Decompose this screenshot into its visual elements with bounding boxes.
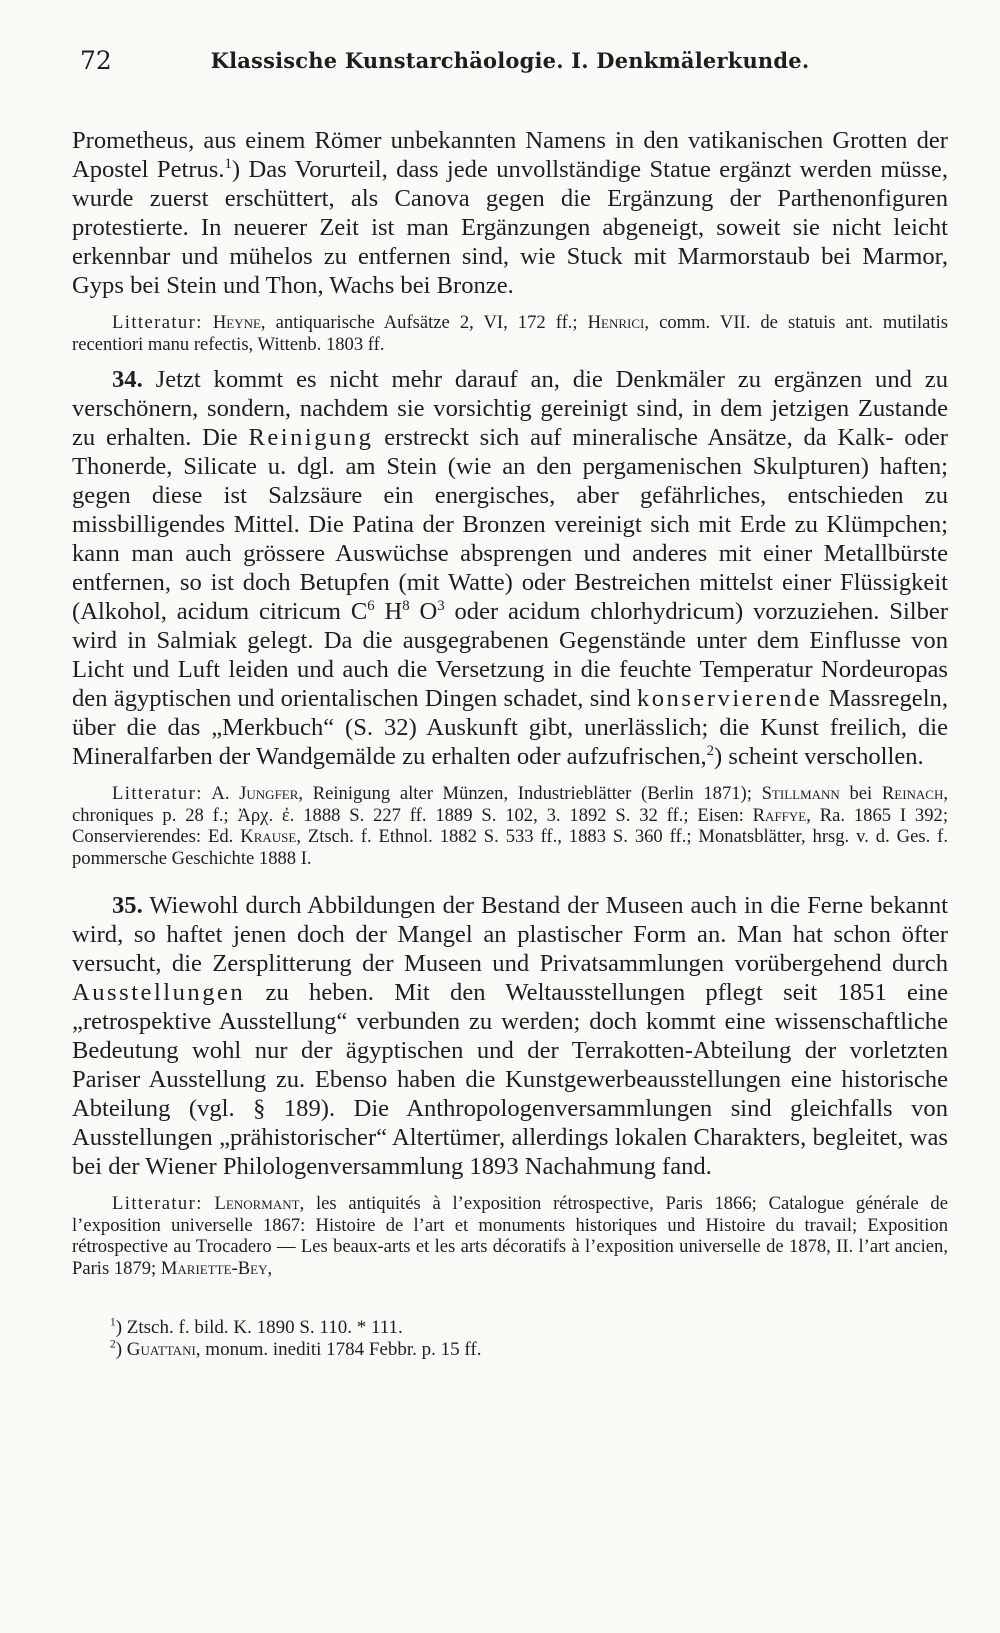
subscript-number: 6 [367,597,375,614]
text-run: , comm. VII. de statuis ant. mutilatis recentiori manu refectis, Wittenb. 1803 ff. [72,312,948,355]
subscript-number: 8 [402,597,410,614]
paragraph-prometheus [72,126,948,300]
text-run: , antiquarische Aufsätze 2, VI, 172 ff.; [260,312,578,333]
text-run: , [267,1257,273,1279]
text-run: , Reinigung alter Münzen, Industrieblätter (Berlin 1871); [298,783,752,804]
text-run: Massregeln, über die das „Merkbuch“ (S. 32) Auskunft gibt, unerlässlich; die Kunst freilich, die Mineralfarben der Wandgemälde zu erhalten oder aufzufrischen, [72,685,948,770]
text-run: , Ztsch. f. Ethnol. 1882 S. 533 ff., 1883 S. 360 ff.; Monatsblätter, hrsg. v. d. Ges. f. pommersche Geschichte 1888 I. [72,826,948,869]
text-run: , chroniques p. 28 f.; Ἀρχ. ἐ. 1888 S. 227 ff. 1889 S. 102, 3. 1892 S. 32 ff.; Eisen: [72,783,949,826]
text-run: ) Ztsch. f. bild. K. 1890 S. 110. * 111. [115,1317,403,1338]
text-run: H [374,598,403,625]
footnotes [72,1317,948,1361]
author-name: Krause [240,826,297,847]
literature-label: Litteratur: [112,312,203,333]
footnote-marker: 1 [110,1316,116,1329]
text-run: oder acidum chlorhydricum) vorzuziehen. Silber wird in Salmiak gelegt. Da die ausgegrabenen Gegenstände unter dem Einflusse von Licht und Luft leiden und auch die Versetzung in die feuchte Temperatur Nordeuropas den ägyptischen und orientalischen Dingen schadet, sind [72,598,949,712]
text-run: A. [211,783,230,804]
page-number: 72 [80,46,112,75]
author-name: Henrici [587,312,645,333]
text-run: Wiewohl durch Abbildungen der Bestand der Museen auch in die Ferne bekannt wird, so haftet jenen doch der Mangel an plastischer Form an. Man hat schon öfter versucht, die Zersplitterung der Museen und Privatsammlungen vorübergehend durch [72,892,948,977]
page-header [72,46,948,86]
text-run: , monum. inediti 1784 Febbr. p. 15 ff. [195,1339,482,1360]
text-run: bei [849,783,873,804]
author-name: Raffye [752,804,807,826]
running-title: Klassische Kunstarchäologie. I. Denkmälerkunde. [210,48,810,73]
emphasis-term: konservierende [636,685,823,712]
author-name: Lenormant [214,1193,300,1214]
footnote-separator [72,1289,948,1317]
text-run: O [409,598,438,625]
text-run: ) Das Vorurteil, dass jede unvollständige Statue ergänzt werden müsse, wurde zuerst erschüttert, als Canova gegen die Ergänzung der Parthenonfiguren protestierte. In neuerer Zeit ist man Ergänzungen abgeneigt, soweit sie nicht leicht erkennbar und mühelos zu entfernen sind, wie Stuck mit Marmorstaub bei Marmor, Gyps bei Stein und Thon, Wachs bei Bronze. [72,156,948,299]
author-name: Jungfer [239,783,299,804]
emphasis-term: Reinigung [248,424,374,451]
text-run: ) scheint verschollen. [714,743,924,770]
literature-note-1 [72,312,948,355]
author-name: Guattani [126,1339,196,1360]
text-run: zu heben. Mit den Weltausstellungen pflegt seit 1851 eine „retrospektive Ausstellung“ verbunden zu werden; doch kommt eine wissenschaftliche Bedeutung wohl nur der ägyptischen und der Terrakotten-Abteilung der vorletzten Pariser Ausstellung zu. Ebenso haben die Kunstgewerbeausstellungen eine historische Abteilung (vgl. § 189). Die Anthropologenversammlungen sind gleichfalls von Ausstellungen „prähistorischer“ Altertümer, allerdings lokalen Charakters, begleitet, was bei der Wiener Philologenversammlung 1893 Nachahmung fand. [72,979,949,1180]
footnote-ref-2: 2 [706,742,715,759]
author-name: Stillmann [761,783,840,804]
footnote-ref-1: 1 [224,155,232,172]
literature-label: Litteratur: [112,1193,203,1214]
literature-note-3 [72,1193,948,1279]
section-number: 34. [112,366,143,393]
emphasis-term: Ausstellungen [72,979,246,1006]
author-name: Mariette-Bey [160,1257,268,1279]
footnote-2: $^2$) Guattani, monum. inediti 1784 Febbr. p. 15 ff. [110,1338,482,1360]
author-name: Heyne [212,312,261,333]
section-34 [72,365,948,771]
text-run: Prometheus, aus einem Römer unbekannten Namens in den vatikanischen Grotten der Apostel Petrus. [72,127,948,183]
literature-note-2 [72,783,948,869]
text-run: , les antiquités à l’exposition rétrospective, Paris 1866; Catalogue générale de l’exposition universelle 1867: Histoire de l’art et monuments historiques und Histoire du travail; Exposition rétrospective au Trocadero — Les beaux-arts et les arts décoratifs à l’exposition universelle de 1878, II. l’art ancien, Paris 1879; [72,1193,948,1279]
text-run: erstreckt sich auf mineralische Ansätze, da Kalk- oder Thonerde, Silicate u. dgl. am Stein (wie an den pergamenischen Skulpturen) haften; gegen diese ist Salzsäure ein energisches, aber gefährliches, entschieden zu missbilligendes Mittel. Die Patina der Bronzen vereinigt sich mit Erde zu Klümpchen; kann man auch grössere Auswüchse absprengen und anderes mit einer Metallbürste entfernen, so ist doch Betupfen (mit Watte) oder Bestreichen mittelst einer Flüssigkeit (Alkohol, acidum citricum C [72,424,948,625]
footnote-1 [72,1317,948,1339]
literature-label: Litteratur: [112,783,203,804]
subscript-number: 3 [437,597,445,614]
text-run: Jetzt kommt es nicht mehr darauf an, die Denkmäler zu ergänzen und zu verschönern, sondern, nachdem sie vorsichtig gereinigt sind, in dem jetzigen Zustande zu erhalten. Die [72,366,948,451]
author-name: Reinach [881,783,944,804]
text-run: , Ra. 1865 I 392; Conservierendes: Ed. [72,804,948,847]
section-number: 35. [112,892,143,919]
footnote-marker: 2 [110,1338,116,1351]
section-35 [72,891,948,1181]
